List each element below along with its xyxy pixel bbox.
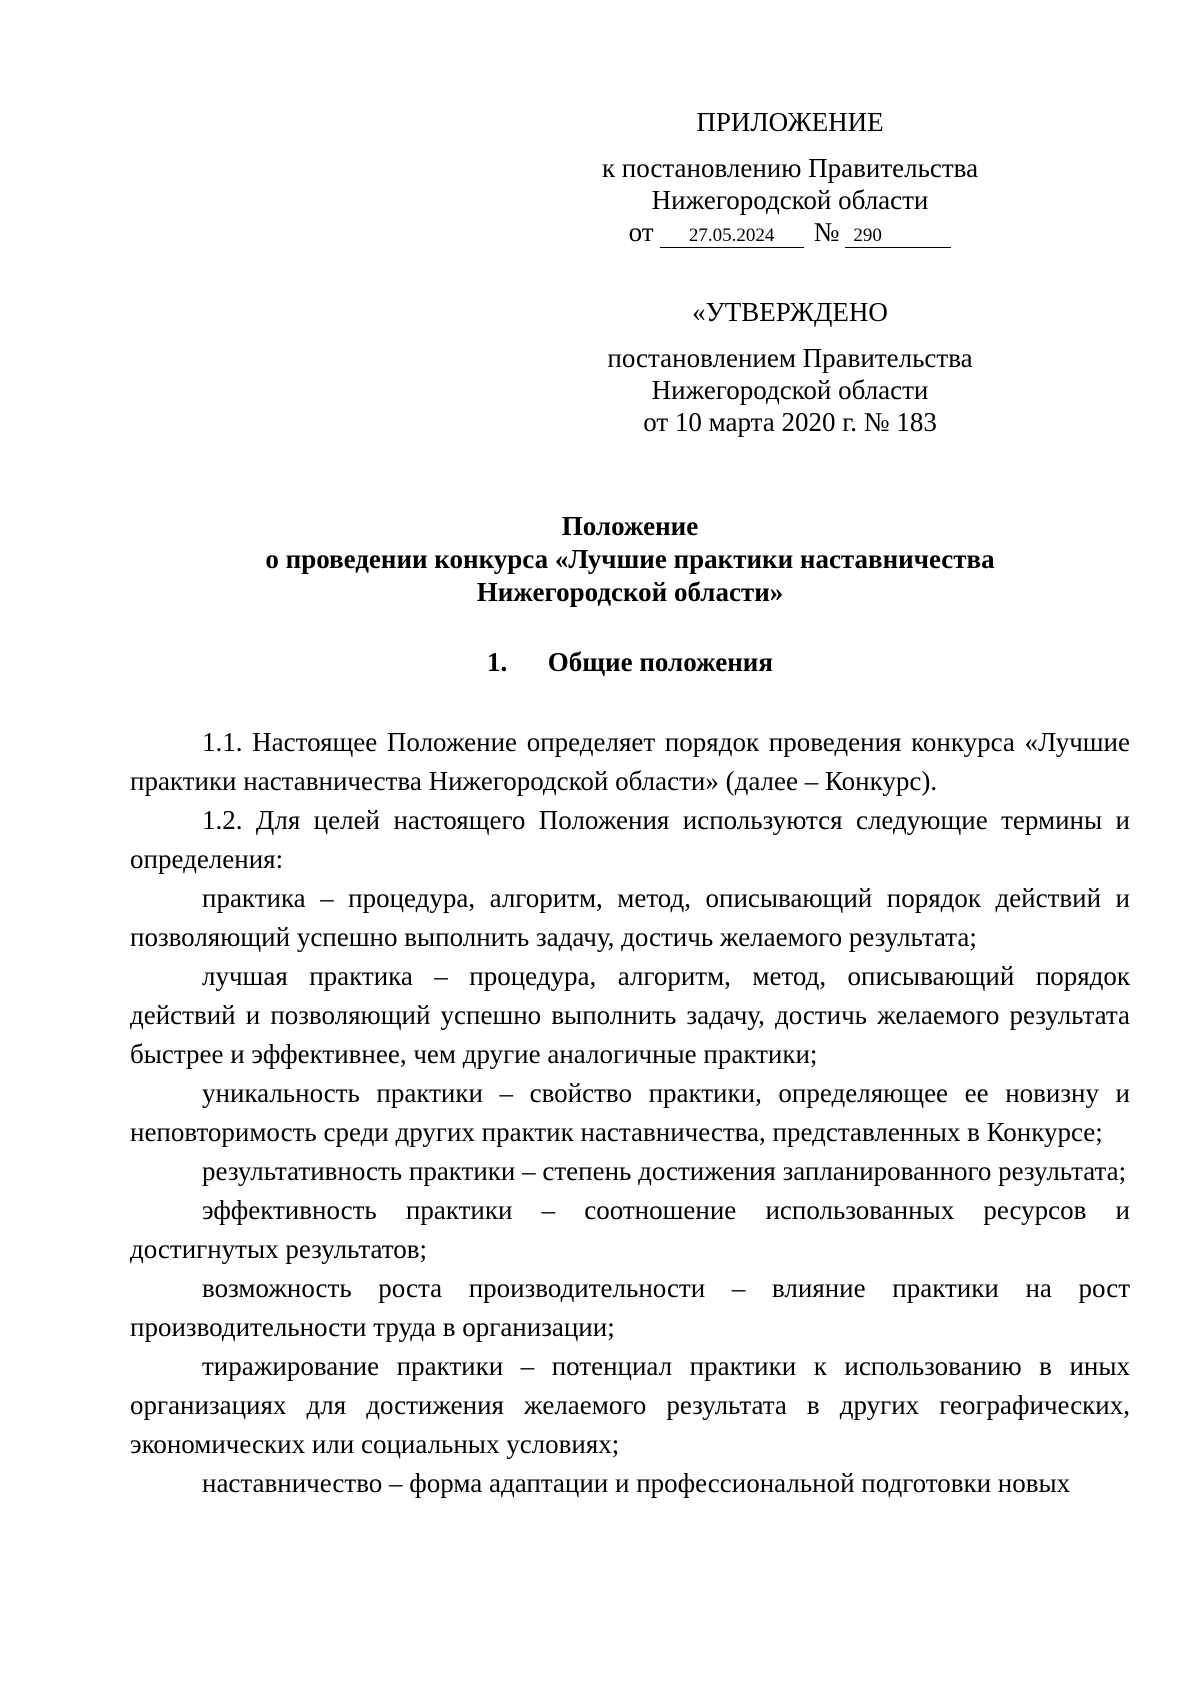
document-title-line-1: Положение xyxy=(561,511,699,541)
approved-block xyxy=(520,296,1060,438)
definition-replication: тиражирование практики – потенциал практики к использованию в иных организациях для достижения желаемого результата в других географических, экономических или социальных условиях; xyxy=(130,1351,1130,1459)
document-title xyxy=(130,510,1130,609)
document-body xyxy=(130,723,1130,1503)
paragraph-1-1: 1.1. Настоящее Положение определяет порядок проведения конкурса «Лучшие практики наставничества Нижегородской области» (далее – Конкурс). xyxy=(130,727,1130,796)
decree-date: 27.05.2024 xyxy=(660,225,804,248)
number-sign: № xyxy=(813,217,840,247)
definition-efficiency: эффективность практики – соотношение использованных ресурсов и достигнутых результатов; xyxy=(130,1195,1130,1264)
appendix-to-line-2: Нижегородской области xyxy=(651,185,929,215)
document-title-line-2: о проведении конкурса «Лучшие практики наставничества xyxy=(265,544,995,574)
approved-line-3: от 10 марта 2020 г. № 183 xyxy=(643,407,937,437)
section-title: Общие положения xyxy=(547,647,773,677)
definition-effectiveness-result: результативность практики – степень достижения запланированного результата; xyxy=(202,1156,1127,1186)
definition-productivity-growth: возможность роста производительности – влияние практики на рост производительности труда в организации; xyxy=(130,1273,1130,1342)
definition-uniqueness: уникальность практики – свойство практики, определяющее ее новизну и неповторимость среди других практик наставничества, представленных в Конкурсе; xyxy=(130,1078,1130,1147)
appendix-date-number-line xyxy=(520,216,1060,248)
from-label: от xyxy=(628,217,654,247)
paragraph-1-2: 1.2. Для целей настоящего Положения используются следующие термины и определения: xyxy=(130,805,1130,874)
appendix-to-line-1: к постановлению Правительства xyxy=(601,153,979,183)
approved-line-1: постановлением Правительства xyxy=(607,343,973,373)
decree-number: 290 xyxy=(845,225,951,248)
definition-mentoring: наставничество – форма адаптации и профессиональной подготовки новых xyxy=(202,1468,1071,1498)
appendix-block xyxy=(520,106,1060,248)
document-title-line-3: Нижегородской области» xyxy=(476,577,784,607)
approved-line-2: Нижегородской области xyxy=(651,375,929,405)
section-heading xyxy=(130,646,1130,679)
approved-heading: «УТВЕРЖДЕНО xyxy=(692,297,888,327)
definition-best-practice: лучшая практика – процедура, алгоритм, метод, описывающий порядок действий и позволяющий успешно выполнить задачу, достичь желаемого результата быстрее и эффективнее, чем другие аналогичные практики; xyxy=(130,961,1130,1069)
section-number: 1. xyxy=(487,647,508,677)
appendix-heading: ПРИЛОЖЕНИЕ xyxy=(696,107,884,137)
definition-practice: практика – процедура, алгоритм, метод, описывающий порядок действий и позволяющий успешно выполнить задачу, достичь желаемого результата; xyxy=(130,883,1130,952)
